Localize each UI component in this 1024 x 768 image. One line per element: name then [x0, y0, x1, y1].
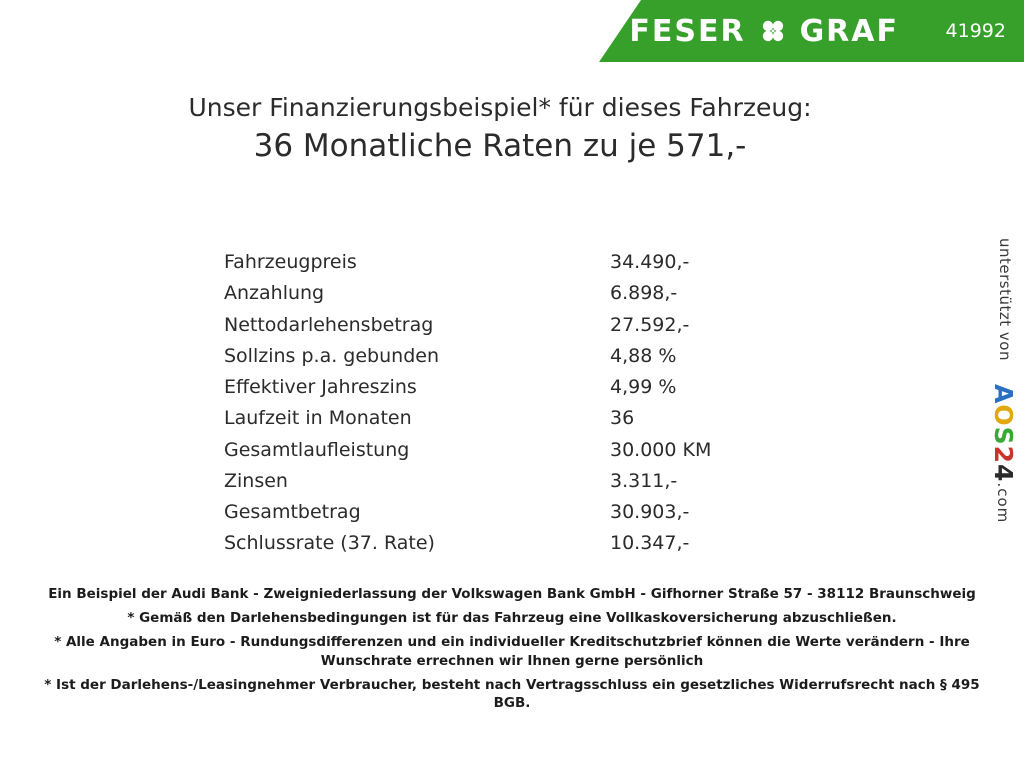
- logo-letter-o: O: [989, 404, 1018, 427]
- page-title: [0, 92, 1000, 166]
- table-row: [224, 531, 870, 562]
- row-value: 4,88 %: [610, 344, 677, 367]
- sponsor-supported-by-label: unterstützt von: [996, 238, 1014, 361]
- page-header: [0, 0, 1024, 62]
- row-value: 4,99 %: [610, 376, 677, 399]
- row-value: 30.903,-: [610, 501, 690, 524]
- financing-details-table: [224, 250, 870, 563]
- vehicle-number: 41992: [945, 20, 1006, 42]
- table-row: [224, 344, 870, 375]
- title-line-2: 36 Monatliche Raten zu je 571,-: [253, 128, 747, 165]
- row-label: Gesamtlaufleistung: [224, 438, 410, 461]
- row-value: 30.000 KM: [610, 438, 712, 461]
- title-line-1: Unser Finanzierungsbeispiel* für dieses Fahrzeug:: [188, 93, 812, 122]
- table-row: [224, 406, 870, 437]
- logo-letter-a: A: [989, 384, 1018, 405]
- row-value: 36: [610, 407, 635, 430]
- brand-logo: [629, 0, 899, 62]
- table-row: [224, 375, 870, 406]
- row-value: 10.347,-: [610, 532, 690, 555]
- footnote-insurance: * Gemäß den Darlehensbedingungen ist für das Fahrzeug eine Vollkaskoversicherung abzuschließen.: [127, 610, 897, 627]
- row-label: Sollzins p.a. gebunden: [224, 344, 439, 367]
- row-label: Nettodarlehensbetrag: [224, 313, 434, 336]
- table-row: [224, 281, 870, 312]
- row-label: Gesamtbetrag: [224, 501, 361, 524]
- clover-icon: [760, 18, 786, 44]
- aos24-logo: [989, 384, 1018, 523]
- table-row: [224, 500, 870, 531]
- row-value: 3.311,-: [610, 469, 678, 492]
- table-row: [224, 250, 870, 281]
- logo-digit-2: 2: [989, 445, 1018, 465]
- footnote-withdrawal-right: * Ist der Darlehens-/Leasingnehmer Verbraucher, besteht nach Vertragsschluss ein gesetzliches Widerrufsrecht nach § 495 BGB.: [44, 676, 980, 712]
- row-label: Anzahlung: [224, 282, 325, 305]
- row-label: Zinsen: [224, 469, 288, 492]
- row-label: Effektiver Jahreszins: [224, 376, 417, 399]
- brand-name-first: FESER: [629, 13, 746, 49]
- row-value: 27.592,-: [610, 313, 690, 336]
- logo-domain-suffix: .com: [994, 482, 1012, 524]
- logo-digit-4: 4: [989, 464, 1018, 483]
- brand-name-second: GRAF: [799, 13, 899, 49]
- table-row: [224, 469, 870, 500]
- sponsor-block: [990, 238, 1020, 538]
- table-row: [224, 438, 870, 469]
- row-value: 6.898,-: [610, 282, 678, 305]
- table-row: [224, 313, 870, 344]
- footnote-bank: Ein Beispiel der Audi Bank - Zweigniederlassung der Volkswagen Bank GmbH - Gifhorner Straße 57 - 38112 Braunschweig: [48, 586, 976, 602]
- footnotes: [0, 585, 1024, 718]
- row-label: Schlussrate (37. Rate): [224, 532, 435, 555]
- row-value: 34.490,-: [610, 251, 690, 273]
- footnote-currency: * Alle Angaben in Euro - Rundungsdifferenzen und ein individueller Kreditschutzbrief können die Werte verändern - Ihre Wunschrate errechnen wir Ihnen gerne persönlich: [54, 634, 970, 669]
- logo-letter-s: S: [989, 426, 1018, 446]
- row-label: Laufzeit in Monaten: [224, 407, 412, 430]
- row-label: Fahrzeugpreis: [224, 251, 357, 273]
